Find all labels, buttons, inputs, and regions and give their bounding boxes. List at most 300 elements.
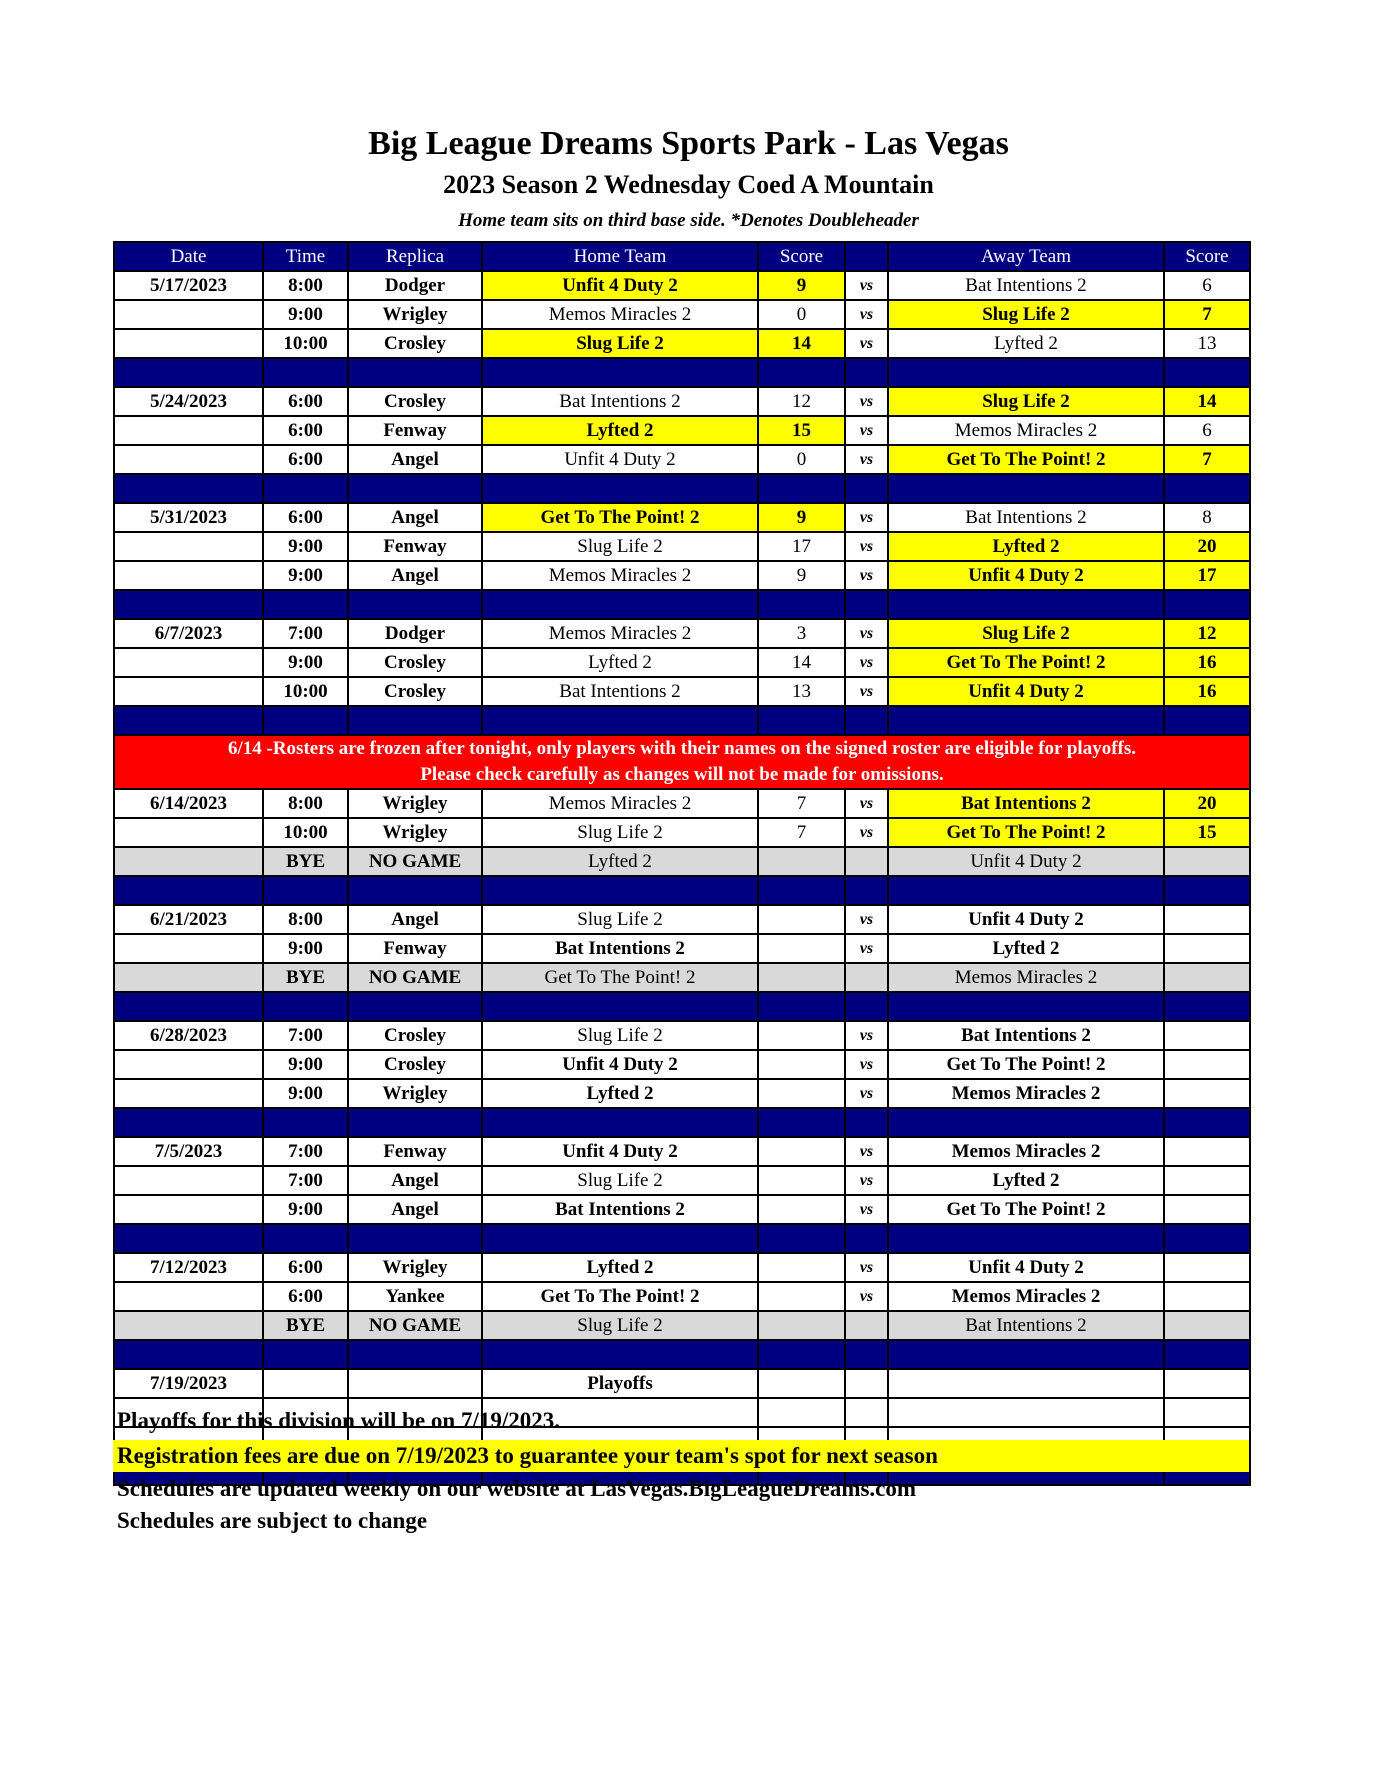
- game-row: [114, 1050, 1250, 1079]
- game-row: [114, 561, 1250, 590]
- date-cell: [114, 1050, 263, 1079]
- separator-cell: [758, 590, 845, 619]
- time-cell: 10:00: [263, 329, 348, 358]
- separator-cell: [348, 1224, 482, 1253]
- away-score-cell: [1164, 1137, 1250, 1166]
- time-cell: [263, 1369, 348, 1398]
- replica-cell: Wrigley: [348, 818, 482, 847]
- separator-cell: [114, 474, 263, 503]
- separator-cell: [845, 1108, 888, 1137]
- date-cell: [114, 648, 263, 677]
- home-team-cell: Playoffs: [482, 1369, 758, 1398]
- separator-cell: [1164, 474, 1250, 503]
- separator-cell: [348, 474, 482, 503]
- home-score-cell: 9: [758, 271, 845, 300]
- separator-cell: [758, 876, 845, 905]
- home-score-cell: 7: [758, 789, 845, 818]
- vs-cell: vs: [845, 445, 888, 474]
- replica-cell: Yankee: [348, 1282, 482, 1311]
- separator-cell: [482, 1340, 758, 1369]
- separator-cell: [845, 590, 888, 619]
- vs-cell: vs: [845, 648, 888, 677]
- away-score-cell: 16: [1164, 648, 1250, 677]
- away-team-cell: Unfit 4 Duty 2: [888, 1253, 1164, 1282]
- separator-cell: [482, 992, 758, 1021]
- away-team-cell: Get To The Point! 2: [888, 445, 1164, 474]
- separator-cell: [263, 358, 348, 387]
- separator-cell: [263, 992, 348, 1021]
- separator-cell: [758, 1340, 845, 1369]
- home-team-cell: Get To The Point! 2: [482, 503, 758, 532]
- replica-cell: NO GAME: [348, 963, 482, 992]
- away-team-cell: Lyfted 2: [888, 934, 1164, 963]
- separator-cell: [888, 358, 1164, 387]
- date-cell: [114, 1311, 263, 1340]
- replica-cell: Dodger: [348, 271, 482, 300]
- game-row: [114, 532, 1250, 561]
- time-cell: 6:00: [263, 1253, 348, 1282]
- game-row: [114, 445, 1250, 474]
- header-away-score: Score: [1164, 242, 1250, 271]
- home-score-cell: 13: [758, 677, 845, 706]
- bye-row: [114, 847, 1250, 876]
- separator-cell: [845, 992, 888, 1021]
- separator-cell: [1164, 358, 1250, 387]
- separator-row: [114, 358, 1250, 387]
- date-cell: [114, 416, 263, 445]
- home-score-cell: 15: [758, 416, 845, 445]
- separator-cell: [845, 876, 888, 905]
- game-row: [114, 1195, 1250, 1224]
- away-team-cell: Bat Intentions 2: [888, 1311, 1164, 1340]
- vs-cell: vs: [845, 789, 888, 818]
- separator-cell: [348, 358, 482, 387]
- game-row: [114, 648, 1250, 677]
- separator-row: [114, 590, 1250, 619]
- home-team-cell: Lyfted 2: [482, 847, 758, 876]
- away-score-cell: [1164, 934, 1250, 963]
- separator-cell: [348, 1108, 482, 1137]
- separator-cell: [482, 474, 758, 503]
- separator-cell: [758, 474, 845, 503]
- separator-cell: [845, 1224, 888, 1253]
- away-score-cell: [1164, 1021, 1250, 1050]
- game-row: [114, 271, 1250, 300]
- date-cell: 5/17/2023: [114, 271, 263, 300]
- game-row: [114, 818, 1250, 847]
- time-cell: BYE: [263, 1311, 348, 1340]
- home-team-cell: Slug Life 2: [482, 818, 758, 847]
- away-team-cell: Bat Intentions 2: [888, 271, 1164, 300]
- separator-cell: [114, 1108, 263, 1137]
- table-header-row: [114, 242, 1250, 271]
- separator-cell: [263, 1224, 348, 1253]
- away-score-cell: 16: [1164, 677, 1250, 706]
- separator-cell: [263, 706, 348, 735]
- home-team-cell: Slug Life 2: [482, 329, 758, 358]
- separator-cell: [888, 590, 1164, 619]
- date-cell: [114, 300, 263, 329]
- away-team-cell: Get To The Point! 2: [888, 818, 1164, 847]
- header-vs: [845, 242, 888, 271]
- away-score-cell: 15: [1164, 818, 1250, 847]
- away-score-cell: 7: [1164, 300, 1250, 329]
- date-cell: [114, 561, 263, 590]
- home-score-cell: [758, 1282, 845, 1311]
- home-team-cell: Unfit 4 Duty 2: [482, 271, 758, 300]
- away-score-cell: 20: [1164, 789, 1250, 818]
- home-team-cell: Lyfted 2: [482, 1079, 758, 1108]
- separator-cell: [1164, 992, 1250, 1021]
- separator-cell: [888, 1108, 1164, 1137]
- separator-cell: [1164, 706, 1250, 735]
- away-score-cell: [1164, 1369, 1250, 1398]
- away-score-cell: [1164, 1195, 1250, 1224]
- schedule-table: [113, 241, 1251, 1486]
- date-cell: [114, 1079, 263, 1108]
- game-row: [114, 1137, 1250, 1166]
- replica-cell: Crosley: [348, 677, 482, 706]
- vs-cell: vs: [845, 271, 888, 300]
- home-score-cell: [758, 1369, 845, 1398]
- away-team-cell: [888, 1369, 1164, 1398]
- away-score-cell: [1164, 1166, 1250, 1195]
- home-score-cell: [758, 1079, 845, 1108]
- home-team-cell: Slug Life 2: [482, 905, 758, 934]
- time-cell: 8:00: [263, 789, 348, 818]
- separator-row: [114, 1108, 1250, 1137]
- game-row: [114, 905, 1250, 934]
- game-row: [114, 1282, 1250, 1311]
- time-cell: 9:00: [263, 1195, 348, 1224]
- time-cell: 8:00: [263, 271, 348, 300]
- home-score-cell: 7: [758, 818, 845, 847]
- away-team-cell: Slug Life 2: [888, 387, 1164, 416]
- separator-cell: [263, 876, 348, 905]
- separator-cell: [1164, 1224, 1250, 1253]
- date-cell: 5/31/2023: [114, 503, 263, 532]
- replica-cell: Wrigley: [348, 1253, 482, 1282]
- home-score-cell: [758, 1137, 845, 1166]
- date-cell: 6/28/2023: [114, 1021, 263, 1050]
- time-cell: 9:00: [263, 1050, 348, 1079]
- home-team-cell: Slug Life 2: [482, 1311, 758, 1340]
- separator-cell: [758, 1108, 845, 1137]
- away-score-cell: 12: [1164, 619, 1250, 648]
- home-score-cell: [758, 1398, 845, 1427]
- separator-cell: [888, 474, 1164, 503]
- away-team-cell: Memos Miracles 2: [888, 416, 1164, 445]
- game-row: [114, 619, 1250, 648]
- away-score-cell: [1164, 1050, 1250, 1079]
- footer-registration-note: Registration fees are due on 7/19/2023 to guarantee your team's spot for next season: [113, 1440, 1249, 1472]
- separator-cell: [482, 1224, 758, 1253]
- vs-cell: vs: [845, 387, 888, 416]
- separator-cell: [263, 590, 348, 619]
- separator-cell: [348, 876, 482, 905]
- date-cell: [114, 1166, 263, 1195]
- home-team-cell: Lyfted 2: [482, 1253, 758, 1282]
- home-score-cell: 9: [758, 503, 845, 532]
- separator-cell: [888, 992, 1164, 1021]
- home-score-cell: [758, 1021, 845, 1050]
- separator-cell: [114, 590, 263, 619]
- notice-row: [114, 735, 1250, 789]
- separator-cell: [348, 1340, 482, 1369]
- vs-cell: vs: [845, 532, 888, 561]
- page-note: Home team sits on third base side. *Denotes Doubleheader: [458, 210, 919, 231]
- home-team-cell: Memos Miracles 2: [482, 619, 758, 648]
- header-home-team: Home Team: [482, 242, 758, 271]
- separator-cell: [758, 358, 845, 387]
- date-cell: [114, 532, 263, 561]
- home-score-cell: 0: [758, 445, 845, 474]
- home-score-cell: 14: [758, 648, 845, 677]
- game-row: [114, 329, 1250, 358]
- separator-cell: [482, 1108, 758, 1137]
- game-row: [114, 1079, 1250, 1108]
- separator-cell: [114, 876, 263, 905]
- away-score-cell: 14: [1164, 387, 1250, 416]
- replica-cell: Wrigley: [348, 300, 482, 329]
- header-date: Date: [114, 242, 263, 271]
- separator-cell: [1164, 1340, 1250, 1369]
- replica-cell: Angel: [348, 445, 482, 474]
- vs-cell: [845, 1369, 888, 1398]
- away-score-cell: 8: [1164, 503, 1250, 532]
- footer-change-note: Schedules are subject to change: [117, 1508, 428, 1533]
- vs-cell: vs: [845, 416, 888, 445]
- home-team-cell: Bat Intentions 2: [482, 387, 758, 416]
- away-score-cell: [1164, 1398, 1250, 1427]
- replica-cell: Angel: [348, 1166, 482, 1195]
- home-score-cell: [758, 963, 845, 992]
- date-cell: 6/7/2023: [114, 619, 263, 648]
- away-team-cell: Memos Miracles 2: [888, 1137, 1164, 1166]
- home-team-cell: Slug Life 2: [482, 1021, 758, 1050]
- home-team-cell: Slug Life 2: [482, 532, 758, 561]
- time-cell: 9:00: [263, 934, 348, 963]
- away-team-cell: Get To The Point! 2: [888, 1050, 1164, 1079]
- date-cell: [114, 963, 263, 992]
- game-row: [114, 677, 1250, 706]
- separator-cell: [114, 1340, 263, 1369]
- replica-cell: [348, 1369, 482, 1398]
- separator-cell: [845, 1340, 888, 1369]
- away-team-cell: Lyfted 2: [888, 532, 1164, 561]
- separator-cell: [114, 992, 263, 1021]
- away-team-cell: Slug Life 2: [888, 300, 1164, 329]
- vs-cell: vs: [845, 934, 888, 963]
- header-away-team: Away Team: [888, 242, 1164, 271]
- home-team-cell: Get To The Point! 2: [482, 963, 758, 992]
- time-cell: BYE: [263, 963, 348, 992]
- date-cell: 7/19/2023: [114, 1369, 263, 1398]
- separator-cell: [263, 474, 348, 503]
- home-team-cell: Unfit 4 Duty 2: [482, 1050, 758, 1079]
- separator-cell: [114, 358, 263, 387]
- replica-cell: Angel: [348, 1195, 482, 1224]
- separator-cell: [888, 876, 1164, 905]
- time-cell: 9:00: [263, 1079, 348, 1108]
- separator-cell: [482, 590, 758, 619]
- replica-cell: Angel: [348, 561, 482, 590]
- replica-cell: NO GAME: [348, 1311, 482, 1340]
- home-score-cell: [758, 1050, 845, 1079]
- vs-cell: [845, 963, 888, 992]
- home-team-cell: Memos Miracles 2: [482, 561, 758, 590]
- away-score-cell: [1164, 1253, 1250, 1282]
- header-replica: Replica: [348, 242, 482, 271]
- home-score-cell: [758, 1166, 845, 1195]
- separator-cell: [845, 474, 888, 503]
- home-score-cell: 0: [758, 300, 845, 329]
- replica-cell: Crosley: [348, 1050, 482, 1079]
- separator-cell: [888, 706, 1164, 735]
- time-cell: 6:00: [263, 387, 348, 416]
- date-cell: [114, 677, 263, 706]
- replica-cell: Angel: [348, 503, 482, 532]
- vs-cell: vs: [845, 329, 888, 358]
- away-team-cell: Lyfted 2: [888, 1166, 1164, 1195]
- home-team-cell: Memos Miracles 2: [482, 300, 758, 329]
- game-row: [114, 503, 1250, 532]
- separator-row: [114, 876, 1250, 905]
- game-row: [114, 1369, 1250, 1398]
- separator-row: [114, 1224, 1250, 1253]
- time-cell: 6:00: [263, 416, 348, 445]
- separator-cell: [482, 706, 758, 735]
- date-cell: [114, 934, 263, 963]
- game-row: [114, 1253, 1250, 1282]
- away-score-cell: [1164, 905, 1250, 934]
- vs-cell: vs: [845, 1079, 888, 1108]
- page-title: Big League Dreams Sports Park - Las Vegas: [368, 125, 1009, 162]
- home-team-cell: Lyfted 2: [482, 648, 758, 677]
- replica-cell: Fenway: [348, 416, 482, 445]
- game-row: [114, 416, 1250, 445]
- time-cell: 7:00: [263, 1021, 348, 1050]
- separator-cell: [263, 1340, 348, 1369]
- replica-cell: Crosley: [348, 648, 482, 677]
- away-team-cell: Unfit 4 Duty 2: [888, 905, 1164, 934]
- vs-cell: vs: [845, 561, 888, 590]
- vs-cell: vs: [845, 503, 888, 532]
- date-cell: 5/24/2023: [114, 387, 263, 416]
- separator-cell: [348, 706, 482, 735]
- separator-cell: [758, 1224, 845, 1253]
- date-cell: [114, 1195, 263, 1224]
- time-cell: 6:00: [263, 503, 348, 532]
- date-cell: 6/14/2023: [114, 789, 263, 818]
- vs-cell: vs: [845, 1021, 888, 1050]
- away-score-cell: 6: [1164, 271, 1250, 300]
- date-cell: [114, 1282, 263, 1311]
- separator-cell: [348, 590, 482, 619]
- bye-row: [114, 963, 1250, 992]
- vs-cell: [845, 1398, 888, 1427]
- game-row: [114, 934, 1250, 963]
- separator-cell: [1164, 876, 1250, 905]
- home-score-cell: [758, 1253, 845, 1282]
- away-score-cell: 13: [1164, 329, 1250, 358]
- game-row: [114, 1021, 1250, 1050]
- replica-cell: Wrigley: [348, 1079, 482, 1108]
- time-cell: 9:00: [263, 648, 348, 677]
- home-score-cell: 3: [758, 619, 845, 648]
- separator-row: [114, 1340, 1250, 1369]
- away-team-cell: Bat Intentions 2: [888, 789, 1164, 818]
- time-cell: 10:00: [263, 818, 348, 847]
- game-row: [114, 1166, 1250, 1195]
- date-cell: 6/21/2023: [114, 905, 263, 934]
- away-score-cell: [1164, 847, 1250, 876]
- date-cell: [114, 329, 263, 358]
- separator-cell: [1164, 1108, 1250, 1137]
- roster-notice-line1: 6/14 -Rosters are frozen after tonight, only players with their names on the signed roster are eligible for playoffs.: [227, 738, 1137, 759]
- separator-row: [114, 474, 1250, 503]
- time-cell: 7:00: [263, 1166, 348, 1195]
- home-team-cell: Bat Intentions 2: [482, 1195, 758, 1224]
- replica-cell: Fenway: [348, 934, 482, 963]
- separator-cell: [348, 992, 482, 1021]
- date-cell: [114, 818, 263, 847]
- away-score-cell: 7: [1164, 445, 1250, 474]
- vs-cell: vs: [845, 300, 888, 329]
- separator-cell: [482, 876, 758, 905]
- home-score-cell: 17: [758, 532, 845, 561]
- home-score-cell: 14: [758, 329, 845, 358]
- time-cell: BYE: [263, 847, 348, 876]
- separator-cell: [1164, 590, 1250, 619]
- replica-cell: Fenway: [348, 532, 482, 561]
- separator-cell: [263, 1108, 348, 1137]
- separator-cell: [114, 1224, 263, 1253]
- vs-cell: vs: [845, 818, 888, 847]
- vs-cell: vs: [845, 1137, 888, 1166]
- home-team-cell: Unfit 4 Duty 2: [482, 445, 758, 474]
- separator-cell: [758, 992, 845, 1021]
- home-score-cell: [758, 1311, 845, 1340]
- time-cell: 6:00: [263, 1282, 348, 1311]
- date-cell: 7/5/2023: [114, 1137, 263, 1166]
- separator-cell: [888, 1340, 1164, 1369]
- away-team-cell: Unfit 4 Duty 2: [888, 561, 1164, 590]
- vs-cell: vs: [845, 1166, 888, 1195]
- replica-cell: Fenway: [348, 1137, 482, 1166]
- replica-cell: Crosley: [348, 387, 482, 416]
- replica-cell: Crosley: [348, 1021, 482, 1050]
- date-cell: 7/12/2023: [114, 1253, 263, 1282]
- home-score-cell: 12: [758, 387, 845, 416]
- away-team-cell: Lyfted 2: [888, 329, 1164, 358]
- away-team-cell: Memos Miracles 2: [888, 1282, 1164, 1311]
- away-team-cell: Unfit 4 Duty 2: [888, 677, 1164, 706]
- vs-cell: vs: [845, 619, 888, 648]
- date-cell: [114, 847, 263, 876]
- away-team-cell: Memos Miracles 2: [888, 1079, 1164, 1108]
- vs-cell: vs: [845, 1253, 888, 1282]
- away-score-cell: 20: [1164, 532, 1250, 561]
- separator-cell: [888, 1224, 1164, 1253]
- away-score-cell: [1164, 963, 1250, 992]
- game-row: [114, 789, 1250, 818]
- home-score-cell: 9: [758, 561, 845, 590]
- away-team-cell: Memos Miracles 2: [888, 963, 1164, 992]
- separator-row: [114, 706, 1250, 735]
- home-team-cell: Slug Life 2: [482, 1166, 758, 1195]
- game-row: [114, 300, 1250, 329]
